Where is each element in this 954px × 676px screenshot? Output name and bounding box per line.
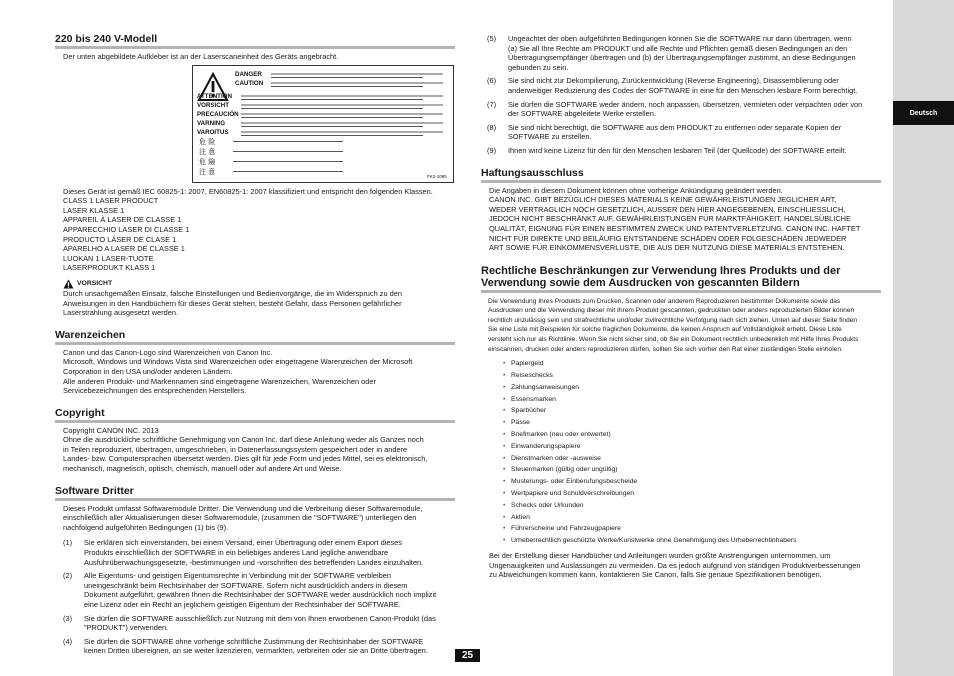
condition-line: Sie erklären sich einverstanden, bei einem Versand, einer Übertragung oder einem Export dieses (84, 538, 402, 548)
caution-line: Laserstrahlung ausgesetzt werden. (63, 308, 179, 318)
restrictions-title-line-1: Rechtliche Beschränkungen zur Verwendung Ihres Produkts und der (481, 264, 841, 277)
sticker-intro: Der unten abgebildete Aufkleber ist an der Laserscaneinheit des Geräts angebracht. (63, 52, 339, 61)
trademarks-line: Corporation in den USA und/oder anderen Ländern. (63, 366, 233, 376)
document-item (503, 405, 881, 417)
laser-class-item: PRODUCTO LÁSER DE CLASE 1 (63, 234, 177, 244)
condition-text (78, 614, 455, 633)
document-item (503, 394, 881, 406)
condition-text (502, 76, 881, 95)
document-label: Wertpapiere und Schuldverschreibungen (511, 490, 635, 498)
liability-text (481, 186, 881, 253)
condition-item (481, 76, 881, 95)
condition-line: Sie sind nicht berechtigt, die SOFTWARE aus dem PRODUKT zu entfernen oder separate Kopien der (508, 122, 842, 132)
laser-class-item: LASERPRODUKT KLASS 1 (63, 263, 156, 273)
document-item (503, 523, 881, 535)
document-label: Reiseschecks (511, 372, 553, 380)
bullet-icon: • (503, 383, 506, 391)
liability-line: WEDER VERTRAGLICH NOCH GESETZLICH, AUSSER DEN HIER ANGEGEBENEN, EINSCHLIESSLICH, (489, 204, 846, 214)
laser-class-item: CLASS 1 LASER PRODUCT (63, 196, 159, 206)
trademarks-line: Microsoft, Windows und Windows Vista sind Warenzeichen oder eingetragene Warenzeichen der Microsoft (63, 357, 413, 367)
document-item (503, 370, 881, 382)
condition-line: Produkts einschließlich der SOFTWARE in ein beliebiges anderes Land jegliche anwendbare (84, 548, 389, 558)
condition-item (481, 34, 881, 72)
condition-text (78, 571, 455, 609)
bullet-icon: • (503, 525, 506, 533)
liability-line: QUALITÄT, EIGNUNG FÜR EINEN BESTIMMTEN ZWECK UND PATENTVERLETZUNG. CANON INC. HAFTET (489, 223, 861, 233)
condition-line: gebunden zu sein. (508, 62, 569, 72)
copyright-line: Copyright CANON INC. 2013 (63, 425, 159, 435)
condition-number: (3) (63, 613, 73, 623)
document-label: Schecks oder Urkunden (511, 501, 584, 509)
laser-class-list (55, 196, 455, 273)
classification-line: Dieses Gerät ist gemäß IEC 60825-1: 2007, EN60825-1: 2007 klassifiziert und entspricht den folgenden Klassen. (63, 186, 433, 196)
document-label: Einwanderungspapiere (511, 442, 581, 450)
condition-line: Ausfuhrüberwachungsgesetzte, -bestimmungen und -vorschriften des betreffenden Landes einzuhalten. (84, 557, 424, 567)
bullet-icon: • (503, 501, 506, 509)
condition-item (55, 637, 455, 656)
condition-line: uneingeschränkt beim Rechtsinhaber der SOFTWARE. Sofern nicht ausdrücklich anders in diesem (84, 580, 408, 590)
laser-class-item: APPAREIL À LASER DE CLASSE 1 (63, 215, 182, 225)
bullet-icon: • (503, 372, 506, 380)
caution-block (55, 279, 455, 318)
laser-warning-label (192, 65, 454, 183)
document-label: Musterungs- oder Einberufungsbescheide (511, 478, 638, 486)
document-label: Sparbücher (511, 407, 547, 415)
caution-label: VORSICHT (77, 280, 113, 288)
condition-item (481, 100, 881, 119)
left-column (55, 34, 455, 660)
bullet-icon: • (503, 490, 506, 498)
document-item (503, 358, 881, 370)
condition-item (55, 538, 455, 567)
label-cjk-text: 注 意 (199, 167, 216, 176)
caution-text (63, 289, 455, 318)
condition-number: (2) (63, 571, 73, 581)
liability-line: JEDOCH NICHT BESCHRÄNKT AUF, GEWÄHRLEISTUNGEN FÜR MARKTFÄHIGKEIT, HANDELSÜBLICHE (489, 214, 851, 224)
condition-line: anderweitiger Reduzierung des Codes der SOFTWARE in eine für den Menschen lesbare Form berechtigt. (508, 85, 858, 95)
document-item (503, 417, 881, 429)
condition-number: (8) (487, 122, 497, 132)
copyright-line: Ohne die ausdrückliche schriftliche Genehmigung von Canon Inc. darf diese Anleitung weder als Ganzes noch (63, 435, 424, 445)
document-label: Pässe (511, 419, 530, 427)
label-row-text: PRECAUCIÓN (197, 110, 239, 118)
third-party-title: Software Dritter (55, 486, 455, 501)
document-label: Briefmarken (neu oder entwertet) (511, 431, 611, 439)
label-row-text: VARNING (197, 119, 226, 127)
closing-line: Bei der Erstellung dieser Handbücher und Anleitungen wurden größte Anstrengungen unternommen, um (489, 551, 831, 560)
document-item (503, 453, 881, 465)
document-label: Urheberrechtlich geschützte Werke/Kunstwerke ohne Genehmigung des Urheberrechtinhabers (511, 537, 797, 545)
third-party-line: nachfolgend aufgeführten Bedingungen (1) bis (9). (63, 522, 229, 532)
bullet-icon: • (503, 513, 506, 521)
document-label: Dienstmarken oder -ausweise (511, 454, 601, 462)
laser-label-graphic (193, 66, 453, 182)
condition-line: Sie dürfen die SOFTWARE weder ändern, noch anpassen, übersetzen, vermieten oder verpachten oder von (508, 99, 863, 109)
restrictions-line: versteht sich nur als Richtlinie. Wenn Sie nicht sicher sind, ob Sie ein Dokument rechtlich unbedenklich mit Hilfe Ihres Produkts (488, 336, 859, 344)
condition-line: eine Lizenz oder ein Recht an jeglichem geistigen Eigentum der Rechtsinhaber der SOFTWARE. (84, 600, 401, 609)
document-item (503, 500, 881, 512)
bullet-icon: • (503, 478, 506, 486)
restrictions-line: rechtlich unzulässig sein und strafrechtliche und/oder zivilrechtliche Verfolgung nach sich ziehen. Unten auf dieser Seite finden (488, 316, 858, 324)
bullet-icon: • (503, 419, 506, 427)
trademarks-line: Servicebezeichnungen des entsprechenden Herstellers. (63, 386, 247, 396)
document-label: Führerscheine und Fahrzeugpapiere (511, 525, 621, 533)
bullet-icon: • (503, 431, 506, 439)
label-cjk-text: 注 意 (199, 147, 216, 156)
condition-text (78, 637, 455, 656)
restrictions-text (481, 297, 881, 355)
condition-number: (9) (487, 145, 497, 155)
laser-class-item: APARELHO A LASER DE CLASSE 1 (63, 244, 185, 254)
restrictions-line: Ausdrucken und die Verwendung dieser mit Ihrem Produkt gescannten, gedruckten oder anders reproduzierten Bilder können (488, 307, 855, 315)
model-title: 220 bis 240 V-Modell (55, 34, 455, 49)
label-cjk-text: 危 险 (199, 137, 216, 146)
document-item (503, 382, 881, 394)
condition-line: Sie sind nicht zur Dekompilierung, Zurückentwicklung (Reverse Engineering), Disassemblierung oder (508, 76, 839, 86)
copyright-line: mechanisch, magnetisch, optisch, chemisch, manuell oder auf andere Art und Weise. (63, 464, 342, 474)
condition-text (502, 34, 881, 72)
third-party-line: einschließlich aller Aktualisierungen dieser Softwaremodule, (zusammen die "SOFTWARE") unterliegen den (63, 513, 417, 523)
condition-line: Alle Eigentums- und geistigen Eigentumsrechte in Verbindung mit der SOFTWARE verbleiben (84, 571, 391, 581)
condition-item (55, 571, 455, 609)
liability-line: CANON INC. GIBT BEZÜGLICH DIESES MATERIALS KEINE GEWÄHRLEISTUNGEN JEGLICHER ART, (489, 195, 837, 205)
restrictions-line: einscannen, drucken oder anders reproduzieren dürfen, sollten Sie sich vorher den Rat einer zuständigen Stelle einholen. (488, 345, 843, 353)
condition-line: Ungeachtet der oben aufgeführten Bedingungen können Sie die SOFTWARE nur dann übertragen, wenn (508, 34, 852, 43)
condition-text (502, 123, 881, 142)
caution-icon (63, 279, 74, 289)
bullet-icon: • (503, 442, 506, 450)
condition-text (502, 100, 881, 119)
trademarks-title: Warenzeichen (55, 330, 455, 345)
condition-number: (4) (63, 636, 73, 646)
label-code: FK2-1095 (427, 173, 447, 179)
closing-text (481, 551, 881, 580)
trademarks-text (55, 348, 455, 396)
restrictions-line: Die Verwendung Ihres Produkts zum Drucken, Scannen oder anderem Reproduzieren bestimmter Dokumente sowie das (488, 297, 841, 305)
condition-item (481, 146, 881, 156)
bullet-icon: • (503, 454, 506, 462)
trademarks-line: Alle anderen Produkt- und Markennamen sind eingetragene Warenzeichen, Warenzeichen oder (63, 376, 376, 386)
laser-class-item: LUOKAN 1 LASER-TUOTE (63, 253, 154, 263)
page-number: 25 (455, 649, 480, 662)
liability-title: Haftungsausschluss (481, 168, 881, 183)
condition-line: "PRODUKT") verwenden. (84, 623, 169, 633)
right-column (481, 34, 881, 580)
condition-text (78, 538, 455, 567)
restricted-documents-list (481, 358, 881, 547)
bullet-icon: • (503, 466, 506, 474)
document-label: Papiergeld (511, 360, 544, 368)
bullet-icon: • (503, 407, 506, 415)
condition-line: SOFTWARE zu erstellen. (508, 132, 592, 142)
bullet-icon: • (503, 360, 506, 368)
liability-line: NICHT FÜR DIREKTE UND BEILÄUFIG ENTSTANDENE SCHÄDEN ODER FOLGESCHÄDEN JEDWEDER (489, 233, 847, 243)
condition-line: der SOFTWARE abgeleitete Werke erstellen. (508, 109, 656, 119)
document-item (503, 429, 881, 441)
condition-number: (5) (487, 34, 497, 43)
condition-line: Sie dürfen die SOFTWARE ohne vorherige schriftliche Zustimmung der Rechtsinhaber der SOFTWARE (84, 636, 424, 646)
condition-line: Sie dürfen die SOFTWARE ausschließlich zur Nutzung mit dem von Ihnen erworbenen Canon-Produkt (das (84, 613, 436, 623)
caution-line: Durch unsachgemäßen Einsatz, falsche Einstellungen und Bedienvorgänge, die im Widerspruch zu den (63, 288, 402, 298)
condition-line: Ihnen wird keine Lizenz für den für den Menschen lesbaren Teil (der Quellcode) der SOFTWARE erteilt. (508, 145, 847, 155)
closing-line: zu Abweichungen kommen kann, kontaktieren Sie Canon, falls Sie genaue Spezifikationen benötigen. (489, 570, 822, 580)
bullet-icon: • (503, 395, 506, 403)
label-row-text: CAUTION (235, 79, 264, 87)
third-party-text (55, 504, 455, 533)
restrictions-line: Sie eine Liste mit Beispielen für solche fraglichen Dokumente, die keinen Anspruch auf Vollständigkeit erhebt. Diese Liste (488, 326, 842, 334)
condition-item (481, 123, 881, 142)
label-row-text: ATTENTION (197, 92, 232, 100)
label-cjk-text: 危 險 (199, 157, 216, 166)
laser-class-item: APPARECCHIO LASER DI CLASSE 1 (63, 224, 190, 234)
copyright-line: Landes- bzw. Computersprachen übersetzt werden. Dies gilt für jede Form und jedes Mittel, sei es elektronisch, (63, 454, 428, 464)
document-item (503, 441, 881, 453)
label-row-text: VAROITUS (197, 128, 229, 136)
document-item (503, 512, 881, 524)
liability-line: ART SOWIE FÜR EINKOMMENSVERLUSTE, DIE AUS DER NUTZUNG DIESE MATERIALS ENTSTEHEN. (489, 243, 845, 253)
document-label: Essensmarken (511, 395, 556, 403)
third-party-line: Dieses Produkt umfasst Softwaremodule Dritter. Die Verwendung und die Verbreitung dieser Softwaremodule, (63, 503, 423, 513)
restrictions-title (481, 265, 881, 293)
closing-line: Ungenauigkeiten und Auslassungen zu vermeiden. Da es jedoch aufgrund von ständigen Produktverbesserungen (489, 560, 861, 570)
liability-line: Die Angaben in diesem Dokument können ohne vorherige Ankündigung geändert werden. (489, 185, 783, 195)
bullet-icon: • (503, 537, 506, 545)
conditions-list-right (481, 34, 881, 156)
label-row-text: VORSICHT (197, 101, 229, 109)
trademarks-line: Canon und das Canon-Logo sind Warenzeichen von Canon Inc. (63, 347, 273, 357)
document-label: Aktien (511, 513, 530, 521)
document-item (503, 464, 881, 476)
copyright-title: Copyright (55, 408, 455, 423)
laser-class-item: LASER KLASSE 1 (63, 205, 125, 215)
condition-text (502, 146, 881, 156)
restrictions-title-line-2: Verwendung sowie dem Ausdrucken von gescannten Bildern (481, 277, 800, 290)
document-item (503, 535, 881, 547)
document-item (503, 476, 881, 488)
condition-number: (7) (487, 99, 497, 109)
copyright-text (55, 426, 455, 474)
condition-number: (6) (487, 76, 497, 86)
condition-line: Übertragungsempfänger übertragen und (b) der Übertragungsempfänger zustimmt, an diese Bedingungen (508, 53, 856, 63)
copyright-line: in Teilen reproduziert, übertragen, umgeschrieben, in Datenerfassungssystem gespeichert oder in andere (63, 444, 408, 454)
document-item (503, 488, 881, 500)
condition-item (55, 614, 455, 633)
condition-number: (1) (63, 538, 73, 548)
caution-line: Anweisungen in den Handbüchern für dieses Gerät stehen, besteht Gefahr, dass Personen gefährlicher (63, 298, 402, 308)
document-label: Zahlungsanweisungen (511, 383, 580, 391)
condition-line: (a) Sie all Ihre Rechte am PRODUKT und alle Rechte und Pflichten gemäß diesen Bedingungen an den (508, 43, 848, 53)
condition-line: keinen Dritten übereignen, an sie weiter lizenzieren, vermarkten, verbreiten oder sie an Dritte übertragen. (84, 646, 428, 656)
conditions-list-left (55, 538, 455, 656)
language-tab[interactable]: Deutsch (893, 101, 954, 125)
label-row-text: DANGER (235, 70, 262, 78)
document-label: Steuermarken (gültig oder ungültig) (511, 466, 618, 474)
condition-line: Dokument aufgeführt, gewähren Ihnen die Rechtsinhaber der SOFTWARE weder ausdrücklich noch implizit (84, 590, 437, 600)
